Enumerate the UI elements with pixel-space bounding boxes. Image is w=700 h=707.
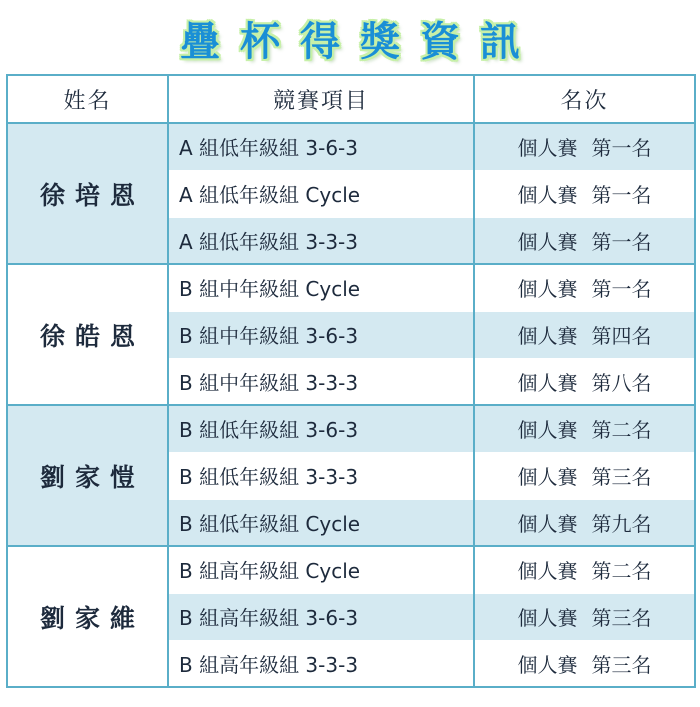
- header-rank: 名次: [474, 75, 695, 123]
- event-cell: A 組低年級組 3-6-3: [168, 123, 474, 170]
- event-cell: B 組高年級組 3-6-3: [168, 593, 474, 640]
- rank-place: 第二名: [591, 559, 652, 584]
- rank-type: 個人賽: [517, 559, 578, 584]
- rank-type: 個人賽: [517, 277, 578, 302]
- awards-table: [6, 74, 696, 688]
- rank-type: 個人賽: [517, 229, 578, 254]
- event-cell: B 組低年級組 Cycle: [168, 499, 474, 546]
- rank-place: 第三名: [591, 606, 652, 630]
- competitor-name: 徐培恩: [7, 123, 168, 264]
- rank-type: 個人賽: [517, 370, 578, 395]
- table-row: [7, 546, 695, 593]
- event-cell: B 組低年級組 3-6-3: [168, 405, 474, 452]
- competitor-name: 劉家維: [7, 546, 168, 687]
- rank-type: 個人賽: [517, 418, 578, 443]
- rank-cell: [474, 546, 695, 593]
- rank-cell: [474, 123, 695, 170]
- rank-place: 第一名: [591, 229, 652, 254]
- rank-cell: [474, 640, 695, 687]
- rank-cell: [474, 217, 695, 264]
- rank-type: 個人賽: [517, 511, 578, 536]
- event-cell: B 組中年級組 3-3-3: [168, 358, 474, 405]
- rank-place: 第九名: [591, 511, 652, 536]
- rank-cell: [474, 452, 695, 499]
- table-row: [7, 264, 695, 311]
- rank-cell: [474, 311, 695, 358]
- header-name: 姓名: [7, 75, 168, 123]
- event-cell: B 組中年級組 3-6-3: [168, 311, 474, 358]
- rank-type: 個人賽: [517, 324, 578, 348]
- event-cell: B 組低年級組 3-3-3: [168, 452, 474, 499]
- rank-place: 第四名: [591, 324, 652, 348]
- event-cell: B 組中年級組 Cycle: [168, 264, 474, 311]
- competitor-name: 徐皓恩: [7, 264, 168, 405]
- rank-place: 第三名: [591, 652, 652, 677]
- rank-place: 第一名: [591, 183, 652, 207]
- event-cell: A 組低年級組 3-3-3: [168, 217, 474, 264]
- event-cell: A 組低年級組 Cycle: [168, 170, 474, 217]
- rank-cell: [474, 264, 695, 311]
- rank-place: 第三名: [591, 465, 652, 489]
- rank-type: 個人賽: [517, 465, 578, 489]
- rank-cell: [474, 358, 695, 405]
- rank-place: 第一名: [591, 277, 652, 302]
- event-cell: B 組高年級組 3-3-3: [168, 640, 474, 687]
- header-event: 競賽項目: [168, 75, 474, 123]
- event-cell: B 組高年級組 Cycle: [168, 546, 474, 593]
- page-title: 疊杯得獎資訊: [180, 18, 540, 65]
- rank-cell: [474, 405, 695, 452]
- competitor-name: 劉家愷: [7, 405, 168, 546]
- rank-cell: [474, 170, 695, 217]
- table-row: [7, 405, 695, 452]
- rank-cell: [474, 499, 695, 546]
- rank-place: 第八名: [591, 370, 652, 395]
- rank-type: 個人賽: [517, 136, 578, 161]
- table-row: [7, 123, 695, 170]
- rank-type: 個人賽: [517, 183, 578, 207]
- rank-place: 第一名: [591, 136, 652, 161]
- rank-cell: [474, 593, 695, 640]
- rank-place: 第二名: [591, 418, 652, 443]
- rank-type: 個人賽: [517, 652, 578, 677]
- rank-type: 個人賽: [517, 606, 578, 630]
- table-header-row: [7, 75, 695, 123]
